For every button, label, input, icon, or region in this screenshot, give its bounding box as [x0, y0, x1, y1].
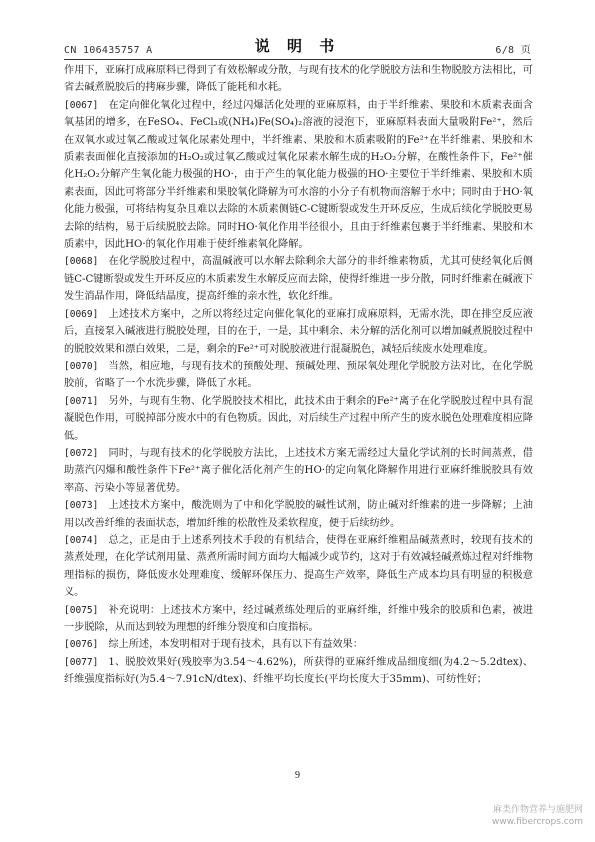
page-indicator: 6/8 页 [495, 45, 531, 56]
paragraph-number: [0075] [64, 604, 99, 616]
paragraph-text: 在定向催化氧化过程中，经过闪爆活化处理的亚麻原料，由于半纤维素、果胶和木质素表面含氧基团的增多，在FeSO₄、FeCl₃或(NH₄)Fe(SO₄)₂溶液的浸泡下，亚麻原料表面大量吸附Fe²⁺，然后在双氧水或过氧乙酸或过氧化尿素处理中，半纤维素、果胶和木质素吸附的Fe²⁺在半纤维素、果胶和木质素表面催化直接添加的H₂O₂或过氧乙酸或过氧化尿素水解生成的H₂O₂分解，在酸性条件下，Fe²⁺催化H₂O₂分解产生氧化能力极强的HO·，由于产生的氧化能力极强的HO·主要位于半纤维素、果胶和木质素表面，因此可将部分半纤维素和果胶氧化降解为可水溶的小分子有机物而溶解于水中；同时由于HO·氧化能力极强，可将结构复杂且难以去除的木质素侧链C-C键断裂或发生开环反应，生成后续化学脱胶更易去除的结构，易于后续脱胶去除。同时HO·氧化作用半径很小，且由于纤维素包裹于半纤维素、果胶和木质素中，因此HO·的氧化作用难于使纤维素氧化降解。 [64, 99, 533, 251]
paragraph-text: 上述技术方案中，之所以将经过定向催化氧化的亚麻打成麻原料，无需水洗，即在排空反应液后，直接泵入碱液进行脱胶处理，目的在于，一是，其中剩余、未分解的活化剂可以增加碱煮脱胶过程中的脱胶效果和漂白效果，二是，剩余的Fe²⁺可对脱胶液进行混凝脱色，减轻后续废水处理难度。 [64, 308, 533, 355]
paragraph-text: 补充说明：上述技术方案中，经过碱煮练处理后的亚麻纤维，纤维中残余的胶质和色素，被进一步脱除，从而达到较为理想的纤维分裂度和白度指标。 [64, 604, 533, 633]
paragraph [64, 602, 533, 637]
page-header [64, 30, 531, 60]
paragraph [64, 253, 533, 305]
paragraph-text: 同时，与现有技术的化学脱胶方法比，上述技术方案无需经过大量化学试剂的长时间蒸煮，借助蒸汽闪爆和酸性条件下Fe²⁺离子催化活化剂产生的HO·的定向氧化降解作用进行亚麻纤维脱胶具有效率高、污染小等显著优势。 [64, 447, 533, 494]
paragraph-text: 上述技术方案中，酸洗则为了中和化学脱胶的碱性试剂，防止碱对纤维素的进一步降解；上油用以改善纤维的表面状态，增加纤维的松散性及柔软程度，便于后续纺纱。 [64, 500, 533, 529]
paragraph-number: [0069] [64, 308, 99, 320]
watermark-site-name: 麻类作物营养与施肥网 [492, 805, 583, 815]
paragraph-number: [0072] [64, 447, 99, 459]
paragraph-text: 1、脱胶效果好(残胶率为3.54～4.62%)，所获得的亚麻纤维成品细度细(为4.2～5.2dtex)、纤维强度指标好(为5.4～7.91cN/dtex)、纤维平均长度长(平均长度大于35mm)、可纺性好； [64, 656, 533, 686]
paragraph [64, 393, 533, 445]
site-watermark [492, 804, 583, 828]
paragraph-number: [0068] [64, 256, 99, 268]
paragraph [64, 532, 533, 602]
paragraph [64, 654, 533, 689]
paragraph [64, 358, 533, 393]
paragraph [64, 445, 533, 497]
paragraph [64, 497, 533, 532]
paragraph [64, 62, 533, 97]
document-body [64, 62, 533, 689]
paragraph-number: [0074] [64, 534, 99, 546]
paragraph-text: 在化学脱胶过程中，高温碱液可以水解去除剩余大部分的非纤维素物质，尤其可使经氧化后侧链C-C键断裂或发生开环反应的木质素发生水解反应而去除，使得纤维进一步分散，同时纤维素在碱液下发生消晶作用，降低结晶度，提高纤维的亲水性，软化纤维。 [64, 256, 533, 303]
paragraph-text: 总之，正是由于上述系列技术手段的有机结合，使得在亚麻纤维粗品碱蒸煮时，较现有技术的蒸煮处理，在化学试剂用量、蒸煮所需时间方面均大幅减少或节约，这对于有效减轻碱煮炼过程对纤维物理指标的损伤，降低废水处理难度、缓解环保压力、提高生产效率，降低生产成本均具有明显的积极意义。 [64, 534, 533, 599]
paragraph-number: [0073] [64, 500, 99, 512]
paragraph [64, 97, 533, 254]
publication-number: CN 106435757 A [64, 45, 153, 56]
paragraph-number: [0070] [64, 360, 99, 372]
page-number: 9 [295, 770, 300, 781]
document-title: 说 明 书 [254, 37, 341, 55]
paragraph-number: [0067] [64, 99, 99, 111]
paragraph-number: [0076] [64, 639, 99, 651]
paragraph-text: 作用下，亚麻打成麻原料已得到了有效松解或分散，与现有技术的化学脱胶方法和生物脱胶方法相比，可省去碱煮脱胶后的拷麻步骤，降低了能耗和水耗。 [64, 65, 533, 94]
paragraph-number: [0077] [64, 656, 99, 668]
paragraph-number: [0071] [64, 395, 99, 407]
paragraph-text: 综上所述，本发明相对于现有技术，具有以下有益效果： [108, 639, 364, 651]
paragraph [64, 306, 533, 358]
paragraph [64, 636, 533, 653]
paragraph-text: 当然，相应地，与现有技术的预酸处理、预碱处理、预尿氧处理化学脱胶方法对比，在化学脱胶前，省略了一个水洗步骤，降低了水耗。 [64, 360, 533, 390]
paragraph-text: 另外，与现有生物、化学脱胶技术相比，此技术由于剩余的Fe²⁺离子在化学脱胶过程中具有混凝脱色作用，可脱掉部分废水中的有色物质。因此，对后续生产过程中所产生的废水脱色处理难度相应降低。 [64, 395, 533, 442]
watermark-url: www.fibercrops.com [492, 817, 583, 827]
